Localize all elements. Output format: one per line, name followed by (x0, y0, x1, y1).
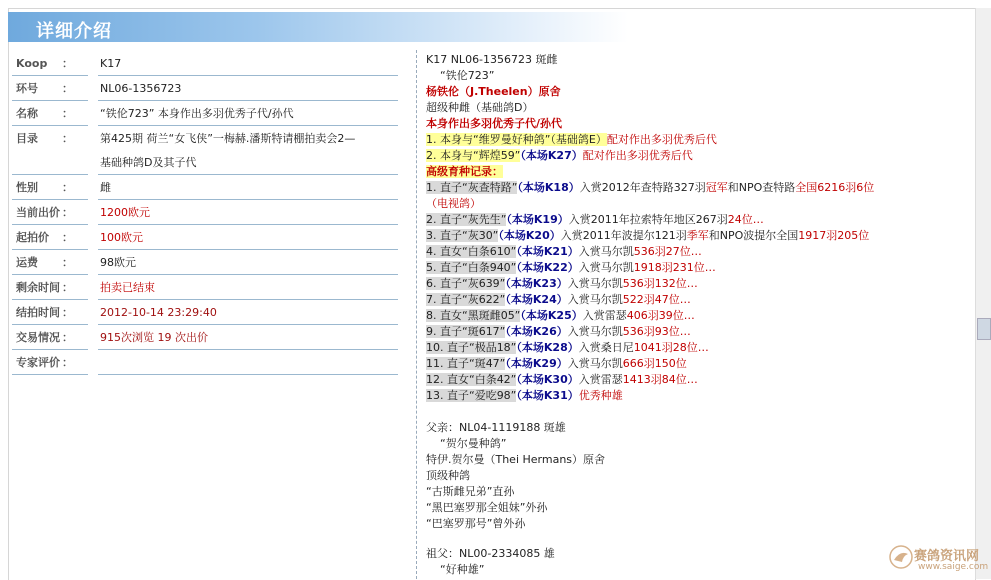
detail-label (12, 326, 88, 350)
record-lot-link[interactable]: （本场K31） (516, 389, 579, 402)
record-result: 入赏马尔凯 (578, 261, 634, 274)
label-colon: ： (62, 206, 73, 219)
section-title: 详细介绍 (36, 21, 112, 42)
detail-label (12, 201, 88, 225)
record-lot-link[interactable]: （本场K21） (516, 245, 579, 258)
record-name: 4. 直女“白条610” (426, 245, 517, 258)
detail-value-text: 第425期 荷兰“女飞侠”一梅赫.潘斯特请棚拍卖会2— (100, 132, 356, 145)
desc-owner: 杨铁伦（J.Theelen）原舍 (426, 85, 561, 98)
breeding-record (426, 276, 698, 292)
detail-value-text: “铁伦723” 本身作出多羽优秀子代/孙代 (100, 107, 294, 120)
pairing-2-text: 2. 本身与“辉煌59” (426, 149, 521, 162)
detail-row (12, 351, 398, 375)
detail-row (12, 77, 398, 101)
father-lineage-1: “古斯雌兄弟”直孙 (426, 485, 515, 498)
record-placing: 1413羽84位… (622, 373, 698, 386)
watermark-title: 赛鸽资讯网 (914, 549, 980, 564)
detail-value-text: 100欧元 (100, 231, 143, 244)
detail-value (98, 326, 398, 350)
record-name: 3. 直子“灰30” (426, 229, 499, 242)
record-placing: 季军 (686, 229, 709, 242)
detail-label-text: 运费 (16, 256, 38, 269)
record-name: 9. 直子“斑617” (426, 325, 506, 338)
detail-value-text: 雌 (100, 181, 111, 194)
record-name: 1. 直子“灰查特路” (426, 181, 518, 194)
record-lot-link[interactable]: （本场K25） (520, 309, 583, 322)
detail-value-text: NL06-1356723 (100, 82, 182, 95)
record-result: 入赏2011年拉索特年地区267羽 (568, 213, 728, 226)
label-colon: ： (62, 331, 73, 344)
detail-value (98, 251, 398, 275)
detail-label (12, 226, 88, 250)
record-placing: 536羽132位… (622, 277, 698, 290)
detail-label (12, 77, 88, 101)
breeding-record (426, 260, 716, 276)
breeding-record (426, 180, 874, 196)
detail-value (98, 52, 398, 76)
site-watermark (888, 542, 988, 576)
record-name: 7. 直子“灰622” (426, 293, 506, 306)
record-result: 入赏马尔凯 (567, 277, 623, 290)
record-placing: 1041羽28位… (633, 341, 709, 354)
detail-value-text: 915次浏览 19 次出价 (100, 331, 208, 344)
record-placing: 522羽47位… (622, 293, 691, 306)
father-type: 顶级种鸽 (426, 469, 470, 482)
breeding-record (426, 372, 698, 388)
grandfather-name: “好种雄” (440, 563, 485, 576)
detail-label-text: 性别 (16, 181, 38, 194)
detail-row (12, 301, 398, 325)
breeding-record (426, 228, 869, 244)
desc-type: 超级种雌（基础鸽D） (426, 101, 534, 114)
label-colon: ： (62, 306, 73, 319)
record-name: 11. 直子“斑47” (426, 357, 506, 370)
pairing-2-result: 配对作出多羽优秀后代 (582, 149, 693, 162)
label-colon: ： (62, 281, 73, 294)
record-lot-link[interactable]: （本场K18） (517, 181, 580, 194)
record-name: 5. 直子“白条940” (426, 261, 517, 274)
detail-row (12, 52, 398, 76)
detail-value-text: 98欧元 (100, 256, 136, 269)
detail-value-text: 拍卖已结束 (100, 281, 155, 294)
father-header: 父亲：NL04-1119188 斑雄 (426, 421, 566, 434)
detail-row (12, 226, 398, 250)
detail-value (98, 77, 398, 101)
record-name: 8. 直女“黑斑雌05” (426, 309, 521, 322)
column-divider (416, 50, 417, 579)
detail-label-text: 当前出价 (16, 206, 60, 219)
record-name: 13. 直子“爱吃98” (426, 389, 517, 402)
record-lot-link[interactable]: （本场K26） (505, 325, 568, 338)
breeding-record (426, 388, 623, 404)
detail-label-text: Koop (16, 57, 48, 70)
detail-label (12, 301, 88, 325)
record-result: 入赏桑日尼 (578, 341, 634, 354)
detail-row (12, 276, 398, 300)
record-result: 入赏马尔凯 (567, 325, 623, 338)
breeding-record (426, 212, 764, 228)
detail-row (12, 102, 398, 126)
label-colon: ： (62, 231, 73, 244)
desc-name: “铁伦723” (440, 69, 495, 82)
record-lot-link[interactable]: （本场K30） (516, 373, 579, 386)
detail-value (98, 201, 398, 225)
detail-row (12, 176, 398, 200)
detail-value (98, 127, 398, 175)
watermark-url: www.saige.com (918, 562, 989, 572)
scrollbar-thumb[interactable] (977, 318, 991, 340)
detail-value (98, 176, 398, 200)
record-result-2: 和NPO查特路 (727, 181, 796, 194)
record-result: 入赏马尔凯 (567, 357, 623, 370)
breeding-record (426, 356, 687, 372)
detail-label-text: 专家评价 (16, 356, 60, 369)
record-placing-2: 全国6216羽6位 (795, 181, 875, 194)
breeding-record (426, 324, 691, 340)
record-lot-link[interactable]: （本场K28） (516, 341, 579, 354)
record-name: 10. 直子“极品18” (426, 341, 517, 354)
record-placing: 536羽93位… (622, 325, 691, 338)
record-placing: 24位… (727, 213, 764, 226)
record-lot-link[interactable]: （本场K24） (505, 293, 568, 306)
record-result: 入赏2012年查特路327羽 (579, 181, 706, 194)
label-colon: ： (62, 57, 73, 70)
detail-row (12, 326, 398, 350)
record-placing: 冠军 (705, 181, 728, 194)
record-result: 入赏马尔凯 (578, 245, 634, 258)
label-colon: ： (62, 256, 73, 269)
detail-value (98, 301, 398, 325)
desc-heading-offspring: 本身作出多羽优秀子代/孙代 (426, 117, 563, 130)
record-name: 2. 直子“灰先生” (426, 213, 507, 226)
detail-row (12, 201, 398, 225)
breeding-record (426, 308, 695, 324)
record-result-2: 和NPO波提尔全国 (708, 229, 799, 242)
father-lineage-2: “黑巴塞罗那全姐妹”外孙 (426, 501, 548, 514)
label-colon: ： (62, 132, 73, 145)
record-result: 入赏马尔凯 (567, 293, 623, 306)
father-lineage-3: “巴塞罗那号”曾外孙 (426, 517, 526, 530)
father-owner: 特伊.贺尔曼（Thei Hermans）原舍 (426, 453, 606, 466)
label-colon: ： (62, 107, 73, 120)
detail-label (12, 251, 88, 275)
grandfather-header: 祖父：NL00-2334085 雄 (426, 547, 555, 560)
breeding-record (426, 340, 709, 356)
record-result: 入赏雷瑟 (578, 373, 623, 386)
breeding-record (426, 292, 691, 308)
records-heading-text: 高级育种记录： (426, 165, 503, 178)
record-placing: 666羽150位 (622, 357, 687, 370)
label-colon: ： (62, 82, 73, 95)
detail-label-text: 起拍价 (16, 231, 49, 244)
record-placing: 406羽39位… (626, 309, 695, 322)
record-lot-link[interactable]: （本场K23） (505, 277, 568, 290)
record-result: 入赏2011年波提尔121羽 (560, 229, 687, 242)
pairing-1-result: 配对作出多羽优秀后代 (606, 133, 717, 146)
vertical-scrollbar[interactable] (975, 8, 991, 579)
detail-label-text: 剩余时间 (16, 281, 60, 294)
detail-value-text: K17 (100, 57, 122, 70)
detail-value-text: 1200欧元 (100, 206, 150, 219)
detail-value (98, 276, 398, 300)
pairing-line-1 (426, 132, 717, 148)
detail-value-text: 2012-10-14 23:29:40 (100, 306, 217, 319)
detail-label-text: 环号 (16, 82, 38, 95)
pairing-line-2 (426, 148, 693, 164)
father-name: “贺尔曼种鸽” (440, 437, 507, 450)
pairing-1-text: 1. 本身与“维罗曼好种鸽”（基础鸽E） (426, 133, 607, 146)
detail-label (12, 176, 88, 200)
detail-label (12, 52, 88, 76)
record-name: 12. 直女“白条42” (426, 373, 517, 386)
detail-label (12, 102, 88, 126)
record-continuation: （电视鸽） (426, 197, 481, 210)
detail-label-text: 结拍时间 (16, 306, 60, 319)
record-placing: 1918羽231位… (633, 261, 716, 274)
record-placing: 优秀种雄 (578, 389, 623, 402)
label-colon: ： (62, 181, 73, 194)
detail-label-text: 名称 (16, 107, 38, 120)
record-lot-link[interactable]: （本场K29） (505, 357, 568, 370)
pairing-2-lot[interactable]: （本场K27） (520, 149, 583, 162)
detail-row (12, 251, 398, 275)
record-result: 入赏雷瑟 (582, 309, 627, 322)
record-placing: 536羽27位… (633, 245, 702, 258)
desc-heading-records (426, 164, 503, 180)
detail-label-text: 目录 (16, 132, 38, 145)
detail-value (98, 351, 398, 375)
detail-row (12, 127, 398, 175)
desc-header: K17 NL06-1356723 斑雌 (426, 53, 558, 66)
detail-label (12, 351, 88, 375)
breeding-record (426, 244, 702, 260)
detail-label-text: 交易情况 (16, 331, 60, 344)
detail-value-text-2: 基础种鸽D及其子代 (100, 156, 197, 169)
record-name: 6. 直子“灰639” (426, 277, 506, 290)
detail-label (12, 276, 88, 300)
record-lot-link[interactable]: （本场K20） (498, 229, 561, 242)
detail-value (98, 226, 398, 250)
detail-label (12, 127, 88, 175)
record-lot-link[interactable]: （本场K22） (516, 261, 579, 274)
pigeon-logo-icon (888, 544, 914, 570)
record-placing-2: 1917羽205位 (798, 229, 870, 242)
label-colon: ： (62, 356, 73, 369)
detail-value (98, 102, 398, 126)
record-lot-link[interactable]: （本场K19） (506, 213, 569, 226)
